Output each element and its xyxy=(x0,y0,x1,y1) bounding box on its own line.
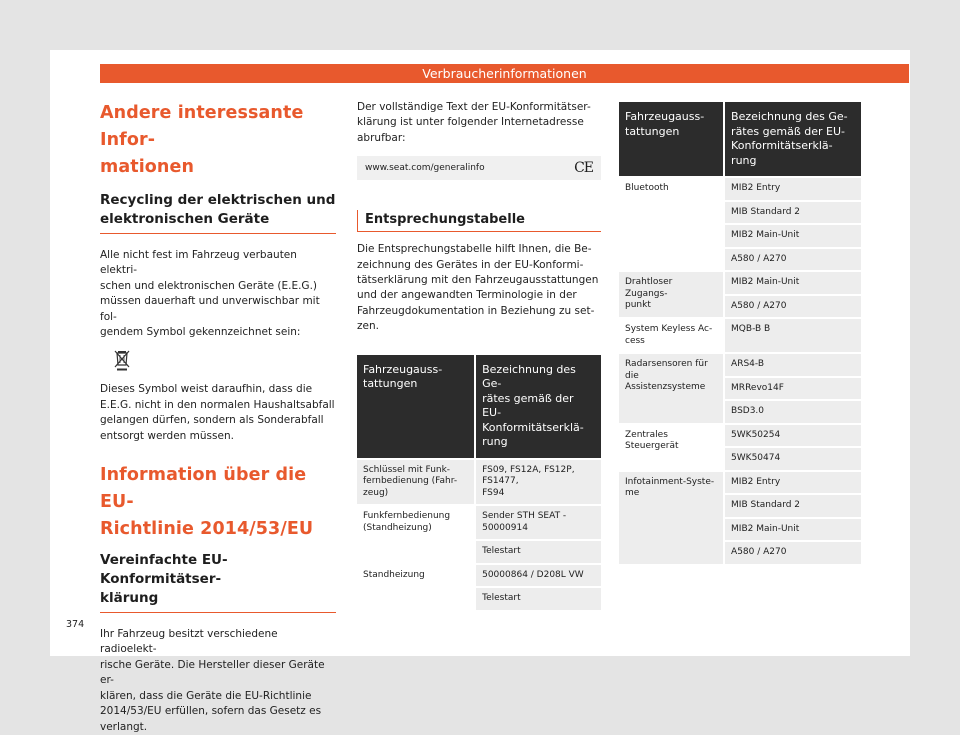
paragraph-radio-devices: Ihr Fahrzeug besitzt verschiedene radioelekt- rische Geräte. Die Hersteller dieser Geräte er- klären, dass die Geräte die EU-Richtlinie 2014/53/EU erfüllen, sofern das Gesetz es verlangt. xyxy=(100,628,325,733)
column-left xyxy=(100,100,336,735)
subheading-line: Vereinfachte EU-Konformitätser- xyxy=(100,552,228,588)
paragraph-weee-intro: Alle nicht fest im Fahrzeug verbauten elektri- schen und elektronischen Geräte (E.E.G.) müssen dauerhaft und unverwischbar mit fol- gendem Symbol gekennzeichnet sein: xyxy=(100,249,320,339)
device-cell: Bluetooth xyxy=(625,183,669,193)
designation-cell: MRRevo14F xyxy=(723,378,861,400)
designation-cell: MIB Standard 2 xyxy=(723,495,861,517)
subheading-conformity xyxy=(100,551,336,613)
table-row xyxy=(619,425,861,447)
designation-cell: MQB-B B xyxy=(723,319,861,352)
subheading-line: klärung xyxy=(100,590,159,607)
heading-line: Information über die EU- xyxy=(100,465,307,513)
table-header-row xyxy=(619,102,861,176)
paragraph-weee-explain: Dieses Symbol weist daraufhin, dass die E.E.G. nicht in den normalen Haushaltsabfall gelangen dürfen, sondern als Sonderabfall entsorgt werden müssen. xyxy=(100,383,335,442)
heading-line: Richtlinie 2014/53/EU xyxy=(100,519,314,540)
designation-cell: MIB Standard 2 xyxy=(723,202,861,224)
designation-cell: ARS4-B xyxy=(723,354,861,376)
table-row xyxy=(619,178,861,200)
designation-cell: A580 / A270 xyxy=(723,296,861,318)
device-cell: Drahtloser Zugangs- punkt xyxy=(619,272,723,317)
heading-line: Andere interessante Infor- xyxy=(100,103,304,150)
designation-cell: MIB2 Main-Unit xyxy=(723,225,861,247)
designation-cell: Sender STH SEAT - 50000914 xyxy=(474,506,601,539)
designation-cell: BSD3.0 xyxy=(723,401,861,423)
paragraph-correspondence: Die Entsprechungstabelle hilft Ihnen, die Be- zeichnung des Gerätes in der EU-Konformi- tätserklärung mit den Fahrzeugausstattungen und der angewandten Terminologie in der Fahrzeugdokumentation in Beziehung zu set- zen. xyxy=(357,243,599,333)
heading-eu-directive xyxy=(100,462,336,543)
device-cell: Infotainment-Syste- me xyxy=(619,472,723,564)
table-row xyxy=(357,565,601,587)
designation-cell: Telestart xyxy=(474,541,601,563)
designation-cell: MIB2 Entry xyxy=(723,472,861,494)
subheading-recycling xyxy=(100,191,336,234)
device-cell: Radarsensoren für die Assistenzsysteme xyxy=(619,354,723,423)
table-header-row xyxy=(357,355,601,458)
table-row xyxy=(619,472,861,494)
designation-cell: 5WK50254 xyxy=(723,425,861,447)
chapter-header: Verbraucherinformationen xyxy=(100,64,909,83)
table-row xyxy=(619,272,861,294)
designation-cell: A580 / A270 xyxy=(723,249,861,271)
table-row xyxy=(619,319,861,352)
crossed-out-bin-icon xyxy=(112,348,132,372)
column-header-designation: Bezeichnung des Ge- rätes gemäß der EU- Konformitätserklä- rung xyxy=(723,102,861,176)
url-link[interactable]: www.seat.com/generalinfo xyxy=(365,163,485,174)
device-cell: Zentrales Steuergerät xyxy=(625,429,679,451)
designation-cell: 5WK50474 xyxy=(723,448,861,470)
device-cell: Funkfernbedienung (Standheizung) xyxy=(363,511,451,533)
url-box xyxy=(357,156,601,180)
column-header-equipment: Fahrzeugauss- tattungen xyxy=(619,102,723,176)
column-header-designation: Bezeichnung des Ge- rätes gemäß der EU- Konformitätserklä- rung xyxy=(474,355,601,458)
heading-line: mationen xyxy=(100,157,195,177)
column-middle xyxy=(357,100,601,612)
designation-cell: Telestart xyxy=(474,588,601,610)
heading-other-info xyxy=(100,100,336,181)
designation-cell: MIB2 Entry xyxy=(723,178,861,200)
designation-cell: MIB2 Main-Unit xyxy=(723,519,861,541)
ce-mark-icon: CE xyxy=(574,160,593,177)
table-row xyxy=(357,506,601,539)
subheading-line: elektronischen Geräte xyxy=(100,211,270,227)
designation-cell: MIB2 Main-Unit xyxy=(723,272,861,294)
page xyxy=(50,50,910,733)
section-title-correspondence: Entsprechungstabelle xyxy=(357,204,601,232)
designation-cell: A580 / A270 xyxy=(723,542,861,564)
table-row xyxy=(357,460,601,505)
device-cell: Standheizung xyxy=(363,569,425,580)
paragraph-conformity-text: Der vollständige Text der EU-Konformitätser- klärung ist unter folgender Internetadresse abrufbar: xyxy=(357,101,591,144)
designation-cell: FS09, FS12A, FS12P, FS1477, FS94 xyxy=(474,460,601,505)
table-row xyxy=(619,354,861,376)
column-right xyxy=(619,100,861,566)
designation-cell: 50000864 / D208L VW xyxy=(474,565,601,587)
device-cell: Schlüssel mit Funk- fernbedienung (Fahr- zeug) xyxy=(357,460,474,505)
page-number: 374 xyxy=(66,619,85,630)
column-header-equipment: Fahrzeugauss- tattungen xyxy=(357,355,474,458)
correspondence-table-1 xyxy=(357,353,601,612)
subheading-line: Recycling der elektrischen und xyxy=(100,192,336,208)
correspondence-table-2 xyxy=(619,100,861,566)
device-cell: System Keyless Ac- cess xyxy=(625,324,713,346)
